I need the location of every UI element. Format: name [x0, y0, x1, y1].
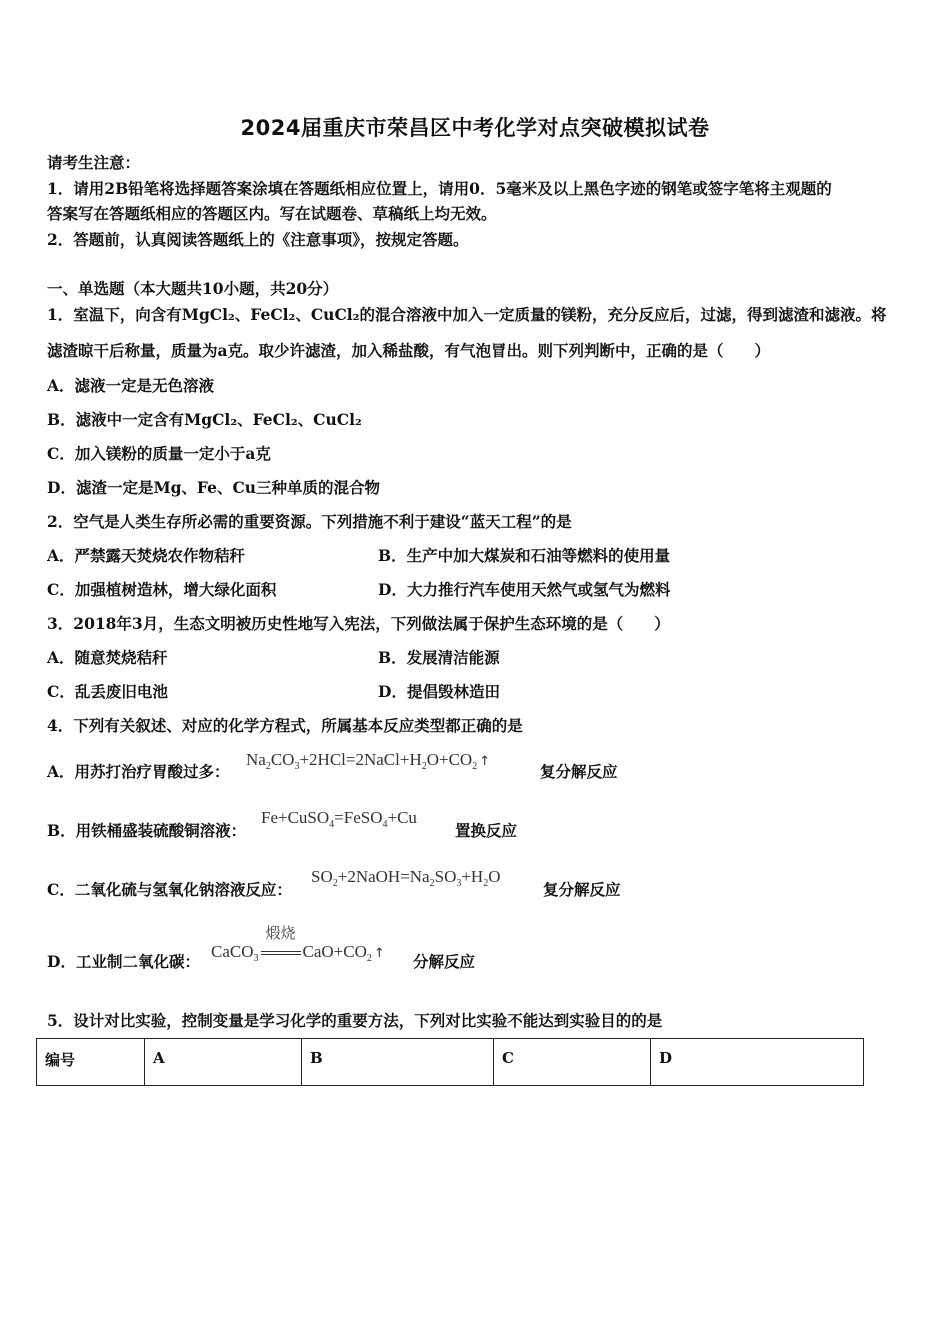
q1-option-a: A．滤液一定是无色溶液: [47, 376, 215, 395]
table-header-cell: D: [651, 1039, 864, 1086]
q3-option-a: A．随意焚烧秸秆: [47, 648, 168, 667]
q4-option-d-equation: CaCO$_3$ 煅烧 $CaO+CO_2$ ↑: [211, 924, 385, 964]
q1-stem: 1．室温下，向含有MgCl₂、FeCl₂、CuCl₂的混合溶液中加入一定质量的镁粉，充分反应后，过滤，得到滤渣和滤液。将: [47, 305, 887, 324]
q4-option-a-text: A．用苏打治疗胃酸过多：: [47, 762, 230, 781]
q5-stem: 5．设计对比实验，控制变量是学习化学的重要方法，下列对比实验不能达到实验目的的是: [47, 1011, 663, 1030]
q2-option-d: D．大力推行汽车使用天然气或氢气为燃料: [378, 580, 671, 599]
q4-stem: 4．下列有关叙述、对应的化学方程式，所属基本反应类型都正确的是: [47, 716, 523, 735]
table-header-cell: 编号: [37, 1039, 145, 1086]
q2-option-c: C．加强植树造林，增大绿化面积: [47, 580, 277, 599]
notice-line-2: 2．答题前，认真阅读答题纸上的《注意事项》，按规定答题。: [47, 230, 469, 249]
q4-option-a-equation: $Na_2CO_3+2HCl=2NaCl+H_2O+CO_2$ ↑: [246, 750, 491, 772]
q1-option-b: B．滤液中一定含有MgCl₂、FeCl₂、CuCl₂: [47, 410, 362, 429]
q4-option-c-type: 复分解反应: [543, 880, 621, 899]
notice-line-1b: 答案写在答题纸相应的答题区内。写在试题卷、草稿纸上均无效。: [47, 204, 497, 223]
q1-stem-line2: 滤渣晾干后称量，质量为a克。取少许滤渣，加入稀盐酸，有气泡冒出。则下列判断中，正确的是（ ）: [47, 341, 771, 360]
table-header-cell: B: [302, 1039, 494, 1086]
q4-option-d-type: 分解反应: [413, 952, 476, 971]
q3-option-c: C．乱丢废旧电池: [47, 682, 168, 701]
q5-options-table: [36, 1038, 864, 1086]
table-row: [37, 1039, 864, 1086]
section-heading: 一、单选题（本大题共10小题，共20分）: [47, 279, 339, 298]
q3-option-d: D．提倡毁林造田: [378, 682, 500, 701]
notice-heading: 请考生注意：: [47, 153, 141, 172]
table-header-cell: C: [494, 1039, 651, 1086]
q4-option-b-type: 置换反应: [455, 821, 518, 840]
q4-option-d-text: D．工业制二氧化碳：: [47, 952, 200, 971]
q4-option-c-equation: $SO_2+2NaOH=Na_2SO_3+H_2O$: [311, 867, 501, 889]
q2-option-b: B．生产中加大煤炭和石油等燃料的使用量: [378, 546, 671, 565]
q3-option-b: B．发展清洁能源: [378, 648, 500, 667]
q2-option-a: A．严禁露天焚烧农作物秸秆: [47, 546, 246, 565]
q4-option-a-type: 复分解反应: [540, 762, 618, 781]
q4-option-b-equation: Fe+CuSO$_4$=FeSO$_4$+Cu: [261, 808, 417, 830]
q1-option-c: C．加入镁粉的质量一定小于a克: [47, 444, 271, 463]
q4-option-c-text: C．二氧化硫与氢氧化钠溶液反应：: [47, 880, 292, 899]
table-header-cell: A: [145, 1039, 302, 1086]
notice-line-1: 1．请用2B铅笔将选择题答案涂填在答题纸相应位置上，请用0．5毫米及以上黑色字迹的钢笔或签字笔将主观题的: [47, 179, 832, 198]
q1-option-d: D．滤渣一定是Mg、Fe、Cu三种单质的混合物: [47, 478, 381, 497]
reaction-condition: 煅烧: [259, 942, 303, 962]
exam-title: 2024届重庆市荣昌区中考化学对点突破模拟试卷: [240, 116, 710, 140]
q2-stem: 2．空气是人类生存所必需的重要资源。下列措施不利于建设“蓝天工程”的是: [47, 512, 572, 531]
q3-stem: 3．2018年3月，生态文明被历史性地写入宪法，下列做法属于保护生态环境的是（ ）: [47, 614, 670, 633]
q4-option-b-text: B．用铁桶盛装硫酸铜溶液：: [47, 821, 247, 840]
